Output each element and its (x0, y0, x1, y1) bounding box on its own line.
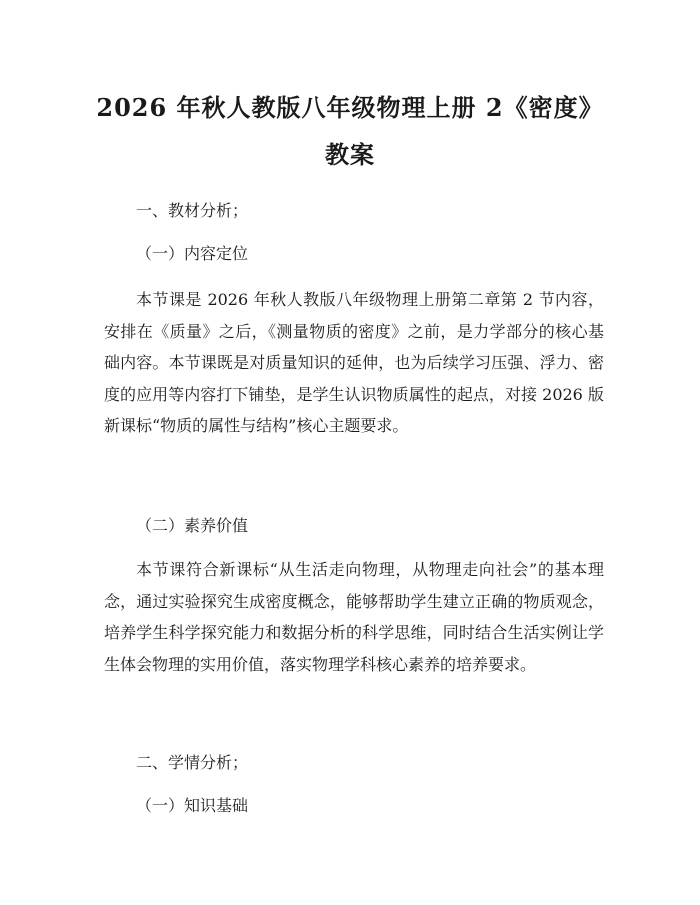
subsection-heading-literacy-value: （二）素养价值 (136, 516, 249, 535)
section-heading-teaching-material-analysis: 一、教材分析； (136, 201, 249, 220)
paragraph-content-positioning: 本节课是 2026 年秋人教版八年级物理上册第二章第 2 节内容，安排在《质量》之后，《测量物质的密度》之前，是力学部分的核心基础内容。本节课既是对质量知识的延伸，也为后续学习压强、浮力、密度的应用等内容打下铺垫，是学生认识物质属性的起点，对接 2026 版新课标“物质的属性与结构”核心主题要求。 (104, 290, 604, 436)
section-heading-learning-analysis: 二、学情分析； (136, 753, 249, 772)
document-title-line2: 教案 (325, 140, 375, 169)
subsection-heading-knowledge-base: （一）知识基础 (136, 796, 249, 815)
subsection-heading-content-positioning: （一）内容定位 (136, 244, 249, 263)
document-title-line1: 2026 年秋人教版八年级物理上册 2《密度》 (96, 93, 604, 122)
paragraph-literacy-value: 本节课符合新课标“从生活走向物理，从物理走向社会”的基本理念，通过实验探究生成密度概念，能够帮助学生建立正确的物质观念，培养学生科学探究能力和数据分析的科学思维，同时结合生活实例让学生体会物理的实用价值，落实物理学科核心素养的培养要求。 (104, 560, 604, 674)
